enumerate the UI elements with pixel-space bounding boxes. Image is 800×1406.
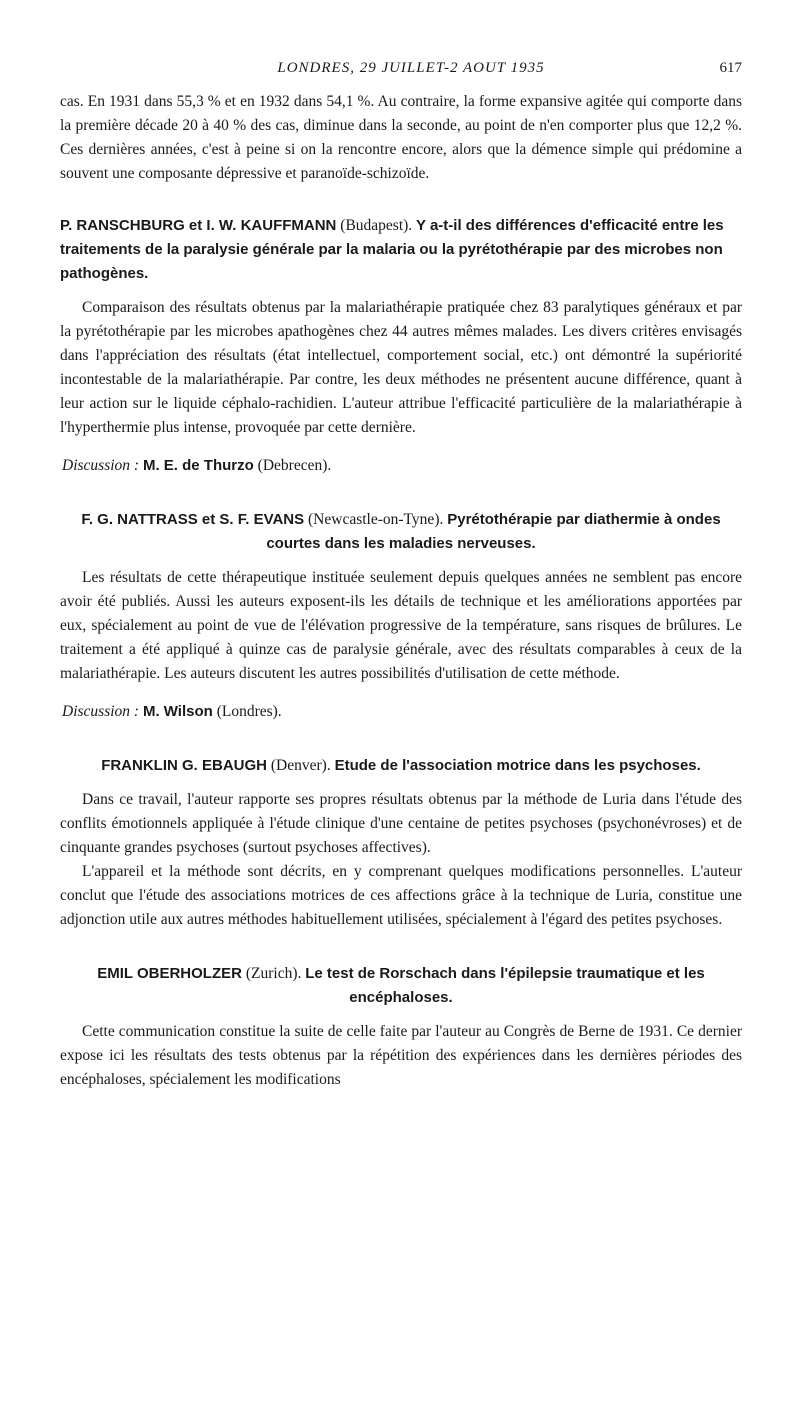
running-head <box>60 60 742 90</box>
entry-title: Le test de Rorschach dans l'épilepsie traumatique et les encéphaloses. <box>305 965 705 1006</box>
entry-title: Pyrétothérapie par diathermie à ondes courtes dans les maladies nerveuses. <box>266 511 721 552</box>
entry-paragraph: Comparaison des résultats obtenus par la malariathérapie pratiquée chez 83 paralytiques généraux et par la pyrétothérapie par les microbes apathogènes chez 44 autres mêmes malades. Les divers critères envisagés dans l'appréciation des résultats (état intellectuel, comportement social, etc.) ont démontré la supériorité incontestable de la malariathérapie. Par contre, les deux méthodes ne présentent aucune différence, quant à leur action sur le liquide céphalo-rachidien. L'auteur attribue l'efficacité particulière de la malariathérapie à l'hyperthermie plus intense, provoquée par cette dernière. <box>60 299 742 436</box>
entry-location: (Newcastle-on-Tyne). <box>308 511 444 528</box>
entry-authors: F. G. NATTRASS et S. F. EVANS <box>81 511 305 528</box>
continuation-paragraph: cas. En 1931 dans 55,3 % et en 1932 dans 54,1 %. Au contraire, la forme expansive agitée qui comporte dans la première décade 20 à 40 % des cas, diminue dans la seconde, au point de n'en comporter plus que 12,2 %. Ces dernières années, c'est à peine si on la rencontre encore, alors que la démence simple qui prédomine a souvent une composante dépressive et paranoïde-schizoïde. <box>60 93 742 182</box>
entry-heading <box>60 754 742 778</box>
entry-heading <box>60 508 742 556</box>
entry-paragraph: Les résultats de cette thérapeutique instituée seulement depuis quelques années ne semblent pas encore avoir été publiés. Aussi les auteurs exposent-ils les détails de technique et les améliorations apportées par eux, spécialement au point de vue de l'élévation progressive de la température, sans risques de brûlures. Le traitement a été appliqué à quinze cas de paralysie générale, avec des résultats comparables à ceux de la malariathérapie. Les auteurs discutent les autres possibilités d'utilisation de cette méthode. <box>60 569 742 682</box>
entry-title: Y a-t-il des différences d'efficacité entre les traitements de la paralysie générale par la malaria ou la pyrétothérapie par des microbes non pathogènes. <box>60 217 724 282</box>
entry-location: (Denver). <box>270 757 331 774</box>
entry-authors: FRANKLIN G. EBAUGH <box>101 757 268 774</box>
entry-discussion <box>60 700 742 724</box>
entry-location: (Budapest). <box>340 217 413 234</box>
abstract-entry <box>60 754 742 932</box>
abstract-entry <box>60 214 742 478</box>
entry-location: (Zurich). <box>245 965 302 982</box>
entry-authors: EMIL OBERHOLZER <box>97 965 242 982</box>
entry-paragraph: Dans ce travail, l'auteur rapporte ses propres résultats obtenus par la méthode de Luria dans l'étude des conflits émotionnels appliquée à l'étude clinique d'une centaine de petites psychoses (psychonévroses) et de cinquante grandes psychoses (surtout psychoses affectives). <box>60 791 742 856</box>
discussion-location: (Londres). <box>216 703 282 720</box>
entry-discussion <box>60 454 742 478</box>
entry-paragraph: Cette communication constitue la suite de celle faite par l'auteur au Congrès de Berne de 1931. Ce dernier expose ici les résultats des tests obtenus par la répétition des expériences dans les dernières périodes des encéphaloses, spécialement les modifications <box>60 1023 742 1088</box>
entry-title: Etude de l'association motrice dans les psychoses. <box>334 757 701 774</box>
running-title: LONDRES, 29 JUILLET-2 AOUT 1935 <box>277 60 545 76</box>
abstract-entry <box>60 508 742 724</box>
entry-paragraph: L'appareil et la méthode sont décrits, en y comprenant quelques modifications personnelles. L'auteur conclut que l'étude des associations motrices de ces affections grâce à la technique de Luria, constitue une adjonction utile aux autres méthodes habituellement utilisées, spécialement à l'égard des petites psychoses. <box>60 863 742 928</box>
entry-authors: P. RANSCHBURG et I. W. KAUFFMANN <box>60 217 337 234</box>
abstract-entry <box>60 962 742 1092</box>
discussion-name: M. Wilson <box>142 703 213 720</box>
discussion-label: Discussion : <box>62 457 140 474</box>
entry-heading <box>60 214 742 286</box>
page-number: 617 <box>719 60 742 76</box>
entry-heading <box>60 962 742 1010</box>
discussion-location: (Debrecen). <box>257 457 332 474</box>
discussion-label: Discussion : <box>62 703 140 720</box>
discussion-name: M. E. de Thurzo <box>142 457 254 474</box>
